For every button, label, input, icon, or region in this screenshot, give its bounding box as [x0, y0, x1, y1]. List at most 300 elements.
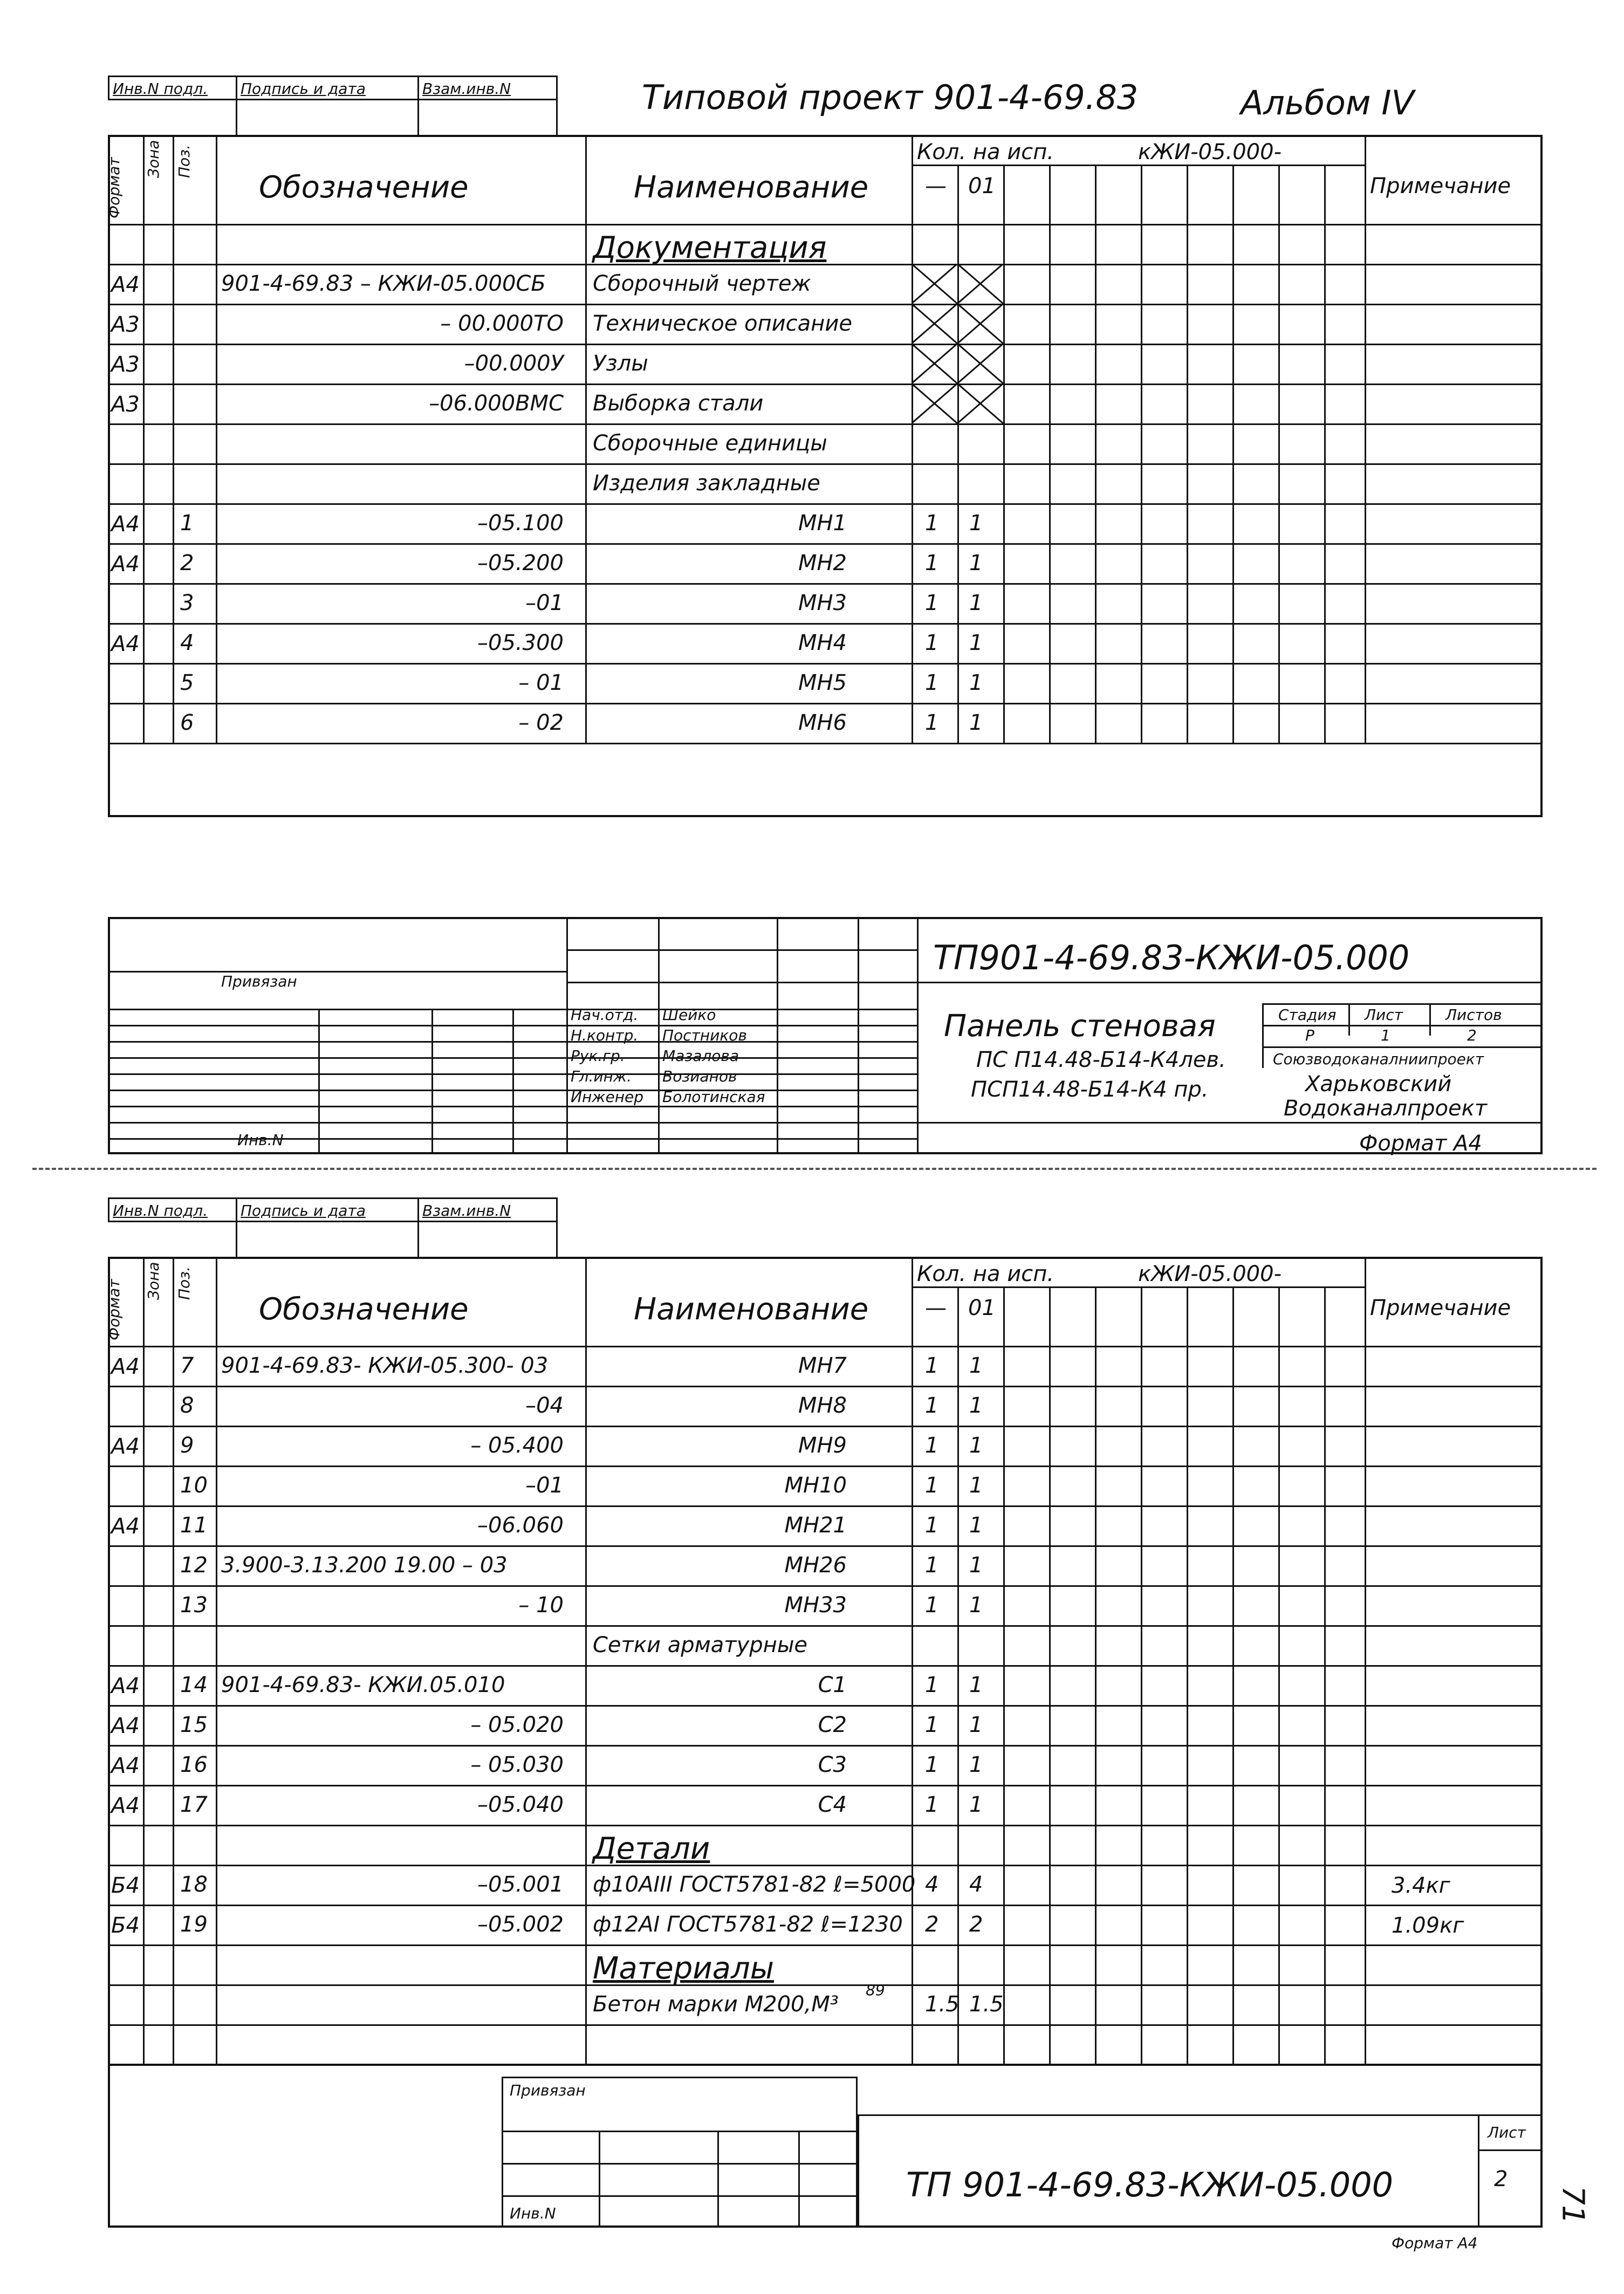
bottom-stamp-vzam-cell — [417, 1197, 558, 1222]
top-tb-role: Нач.отд. — [571, 1006, 639, 1024]
top-col-q4 — [1049, 165, 1051, 743]
top-doc-code: ТП901-4-69.83-КЖИ-05.000 — [933, 938, 1410, 977]
top-cell-designation: –01 — [525, 590, 564, 615]
bottom-header-bottom — [108, 1346, 1543, 1347]
bottom-privyazan: Привязан — [510, 2081, 586, 2099]
top-cross-mark — [912, 384, 1003, 423]
bottom-cell-q1: 1 — [925, 1752, 939, 1777]
bottom-cell-format: А4 — [111, 1713, 140, 1738]
bottom-col-q3 — [1003, 1286, 1005, 2064]
top-tb-role: Инженер — [571, 1088, 644, 1106]
top-cell-name: МН2 — [798, 550, 847, 576]
bottom-col-q5 — [1095, 1286, 1097, 2064]
bottom-cell-designation: –05.040 — [477, 1792, 564, 1817]
top-cell-name: МН3 — [798, 590, 847, 615]
top-stamp-inv-cell — [108, 76, 237, 100]
bottom-col-pos — [173, 1257, 174, 2064]
bottom-cell-pos: 11 — [180, 1512, 208, 1538]
bottom-cell-designation: –04 — [525, 1393, 564, 1418]
top-tb-line-r — [1262, 1025, 1543, 1026]
bottom-cell-designation: –05.002 — [477, 1912, 564, 1937]
bottom-cell-name: МН9 — [798, 1433, 847, 1458]
top-col-q8 — [1232, 165, 1234, 743]
bottom-row-line — [108, 1625, 1543, 1627]
bottom-cell-q1: 1 — [925, 1433, 939, 1458]
bottom-cell-pos: 13 — [180, 1592, 208, 1618]
top-tb-col — [566, 917, 568, 1154]
bottom-cell-designation: – 10 — [518, 1592, 564, 1618]
bottom-row-line — [108, 1745, 1543, 1747]
stage-label: Стадия — [1278, 1006, 1337, 1024]
bottom-col-zone — [143, 1257, 145, 2064]
bottom-col-q4 — [1049, 1286, 1051, 2064]
bottom-cell-name: МН21 — [784, 1512, 847, 1538]
top-tb-split — [917, 917, 919, 1154]
top-col-name — [585, 135, 587, 743]
bottom-stamp-vzam: Взам.инв.N — [422, 1202, 511, 1220]
top-header-bottom — [108, 224, 1543, 225]
bottom-cell-q1: 1 — [925, 1512, 939, 1538]
bottom-h-name: Наименование — [634, 1292, 869, 1327]
top-tb-col-r — [1348, 1003, 1350, 1036]
bottom-stamp-blank — [236, 1221, 419, 1258]
bottom-col-name — [585, 1257, 587, 2064]
bottom-cell-format: Б4 — [111, 1873, 140, 1898]
org-line-3: Водоканалпроект — [1284, 1096, 1488, 1121]
bottom-cell-pos: 9 — [180, 1433, 194, 1458]
top-tb-col — [777, 917, 778, 1154]
top-cell-pos: 3 — [180, 590, 194, 615]
top-cell-designation: –05.300 — [477, 630, 564, 655]
top-col-pos — [173, 135, 174, 743]
bottom-cell-sup: 89 — [866, 1981, 885, 1999]
top-stamp-vzam: Взам.инв.N — [422, 80, 511, 98]
album-label: Альбом IV — [1241, 83, 1414, 122]
top-cell-pos: 1 — [180, 510, 194, 536]
bottom-format: Формат А4 — [1392, 2234, 1478, 2252]
stage-value: Р — [1305, 1026, 1314, 1044]
top-cell-name: Изделия закладные — [593, 470, 820, 496]
top-col-des — [216, 135, 217, 743]
bottom-sheet-label: Лист — [1488, 2124, 1526, 2141]
bottom-sheet-value: 2 — [1494, 2167, 1508, 2192]
top-row-line — [108, 503, 1543, 505]
bottom-cell-pos: 18 — [180, 1872, 208, 1897]
top-tb-signer: Мазалова — [662, 1047, 739, 1065]
top-row-line — [108, 344, 1543, 345]
bottom-cell-designation: – 05.030 — [470, 1752, 564, 1777]
top-row-line — [108, 543, 1543, 545]
top-tb-signer: Постников — [662, 1026, 747, 1044]
top-cell-format: А4 — [111, 272, 140, 297]
project-title: Типовой проект 901-4-69.83 — [642, 78, 1139, 117]
bottom-row-line — [108, 2024, 1543, 2026]
bottom-cell-q2: 1 — [969, 1512, 983, 1538]
bottom-cell-pos: 14 — [180, 1672, 208, 1697]
bottom-row-line — [108, 1705, 1543, 1707]
bottom-stamp-sign: Подпись и дата — [241, 1202, 366, 1220]
top-tb-col — [512, 1009, 514, 1154]
bottom-cell-designation: 901-4-69.83- КЖИ-05.300- 03 — [221, 1353, 549, 1378]
bottom-cell-format: А4 — [111, 1673, 140, 1699]
top-tb-signer: Болотинская — [662, 1088, 765, 1106]
bottom-cell-name: МН8 — [798, 1393, 847, 1418]
top-col-q9 — [1278, 165, 1280, 743]
top-h-pos: Поз. — [175, 145, 193, 178]
bottom-cell-name: ф10АIII ГОСТ5781-82 ℓ=5000 — [593, 1872, 916, 1897]
bottom-cell-q2: 1 — [969, 1433, 983, 1458]
bottom-col-des — [216, 1257, 217, 2064]
bottom-row-line — [108, 1944, 1543, 1946]
bottom-cell-q2: 1 — [969, 1752, 983, 1777]
bottom-row-line — [108, 1585, 1543, 1587]
bottom-cell-name: МН33 — [784, 1592, 847, 1618]
top-h-qty: Кол. на исп. — [917, 140, 1054, 165]
bottom-h-qty-01: 01 — [968, 1296, 996, 1320]
bottom-h-qty-code: кЖИ-05.000- — [1138, 1262, 1282, 1286]
top-cell-q1: 1 — [925, 550, 939, 576]
bottom-cell-note: 3.4кг — [1392, 1873, 1450, 1898]
top-cell-q2: 1 — [969, 510, 983, 536]
margin-number: 71 — [1555, 2186, 1591, 2224]
product-name: Панель стеновая — [944, 1009, 1216, 1044]
top-stamp-blank — [236, 99, 419, 136]
bottom-cell-designation: 901-4-69.83- КЖИ.05.010 — [221, 1672, 505, 1697]
top-stamp-inv: Инв.N подл. — [113, 80, 208, 98]
bottom-col-q1 — [912, 1257, 913, 2064]
top-cell-name: МН4 — [798, 630, 847, 655]
top-cell-name: Сборочный чертеж — [593, 271, 811, 296]
top-stamp-blank-2 — [417, 99, 558, 136]
top-tb-line-r — [917, 1122, 1543, 1124]
top-cell-name: Документация — [593, 230, 827, 265]
bottom-cell-name: С2 — [818, 1712, 847, 1737]
top-stamp-sign: Подпись и дата — [241, 80, 366, 98]
bottom-h-qty: Кол. на исп. — [917, 1262, 1054, 1286]
bottom-cell-pos: 17 — [180, 1792, 208, 1817]
sheet-separator — [32, 1168, 1596, 1170]
bottom-cell-pos: 8 — [180, 1393, 194, 1418]
top-tb-line — [566, 949, 917, 951]
bottom-cell-pos: 15 — [180, 1712, 208, 1737]
top-cell-pos: 6 — [180, 710, 194, 735]
bottom-cell-q1: 1 — [925, 1672, 939, 1697]
top-cell-name: Техническое описание — [593, 311, 852, 336]
bottom-tb-h2 — [502, 2163, 858, 2165]
bottom-doc-code: ТП 901-4-69.83-КЖИ-05.000 — [906, 2165, 1394, 2204]
bottom-cell-note: 1.09кг — [1392, 1913, 1464, 1938]
top-cell-q2: 1 — [969, 550, 983, 576]
top-cross-mark — [912, 344, 1003, 384]
bottom-tb-h1 — [502, 2131, 858, 2132]
bottom-row-line — [108, 1825, 1543, 1826]
bottom-cell-q1: 4 — [925, 1872, 939, 1897]
top-h-designation: Обозначение — [259, 170, 469, 205]
bottom-row-line — [108, 1665, 1543, 1667]
bottom-cell-q2: 1 — [969, 1592, 983, 1618]
bottom-row-line — [108, 1984, 1543, 1986]
top-format: Формат А4 — [1359, 1131, 1482, 1156]
bottom-cell-q2: 1 — [969, 1473, 983, 1498]
sheets-value: 2 — [1467, 1026, 1477, 1044]
top-stamp-vzam-cell — [417, 76, 558, 100]
bottom-stamp-inv-cell — [108, 1197, 237, 1222]
top-cell-pos: 2 — [180, 550, 194, 576]
top-cell-pos: 5 — [180, 670, 194, 695]
bottom-inv: Инв.N — [510, 2204, 556, 2222]
bottom-cell-designation: 3.900-3.13.200 19.00 – 03 — [221, 1552, 508, 1578]
top-cross-mark — [912, 264, 1003, 304]
top-cell-format: А4 — [111, 511, 140, 537]
bottom-cell-name: С4 — [818, 1792, 847, 1817]
top-row-line — [108, 663, 1543, 665]
top-col-q5 — [1095, 165, 1097, 743]
bottom-qty-header-line — [912, 1286, 1365, 1288]
top-col-zone — [143, 135, 145, 743]
top-tb-role: Рук.гр. — [571, 1047, 625, 1065]
top-col-q10 — [1324, 165, 1326, 743]
top-col-q6 — [1141, 165, 1142, 743]
top-tb-line — [566, 982, 917, 983]
top-h-qty-01: 01 — [968, 174, 996, 198]
bottom-cell-q2: 1 — [969, 1672, 983, 1697]
bottom-cell-designation: – 05.400 — [470, 1433, 564, 1458]
top-tb-col — [858, 917, 859, 1154]
top-tb-col — [431, 1009, 433, 1154]
top-cell-q2: 1 — [969, 590, 983, 615]
bottom-cell-format: Б4 — [111, 1913, 140, 1938]
top-tb-h1 — [917, 982, 1543, 983]
bottom-col-q10 — [1324, 1286, 1326, 2064]
org-line-1: Союзводоканалниипроект — [1273, 1050, 1484, 1068]
top-row-line — [108, 623, 1543, 625]
bottom-cell-q2: 1 — [969, 1552, 983, 1578]
top-tb-col — [318, 1009, 320, 1154]
top-tb-line-r — [1262, 1046, 1543, 1048]
bottom-cell-q2: 2 — [969, 1912, 983, 1937]
bottom-cell-format: А4 — [111, 1753, 140, 1778]
top-cell-format: А3 — [111, 312, 140, 337]
top-cell-format: А3 — [111, 392, 140, 417]
top-cell-q2: 1 — [969, 710, 983, 735]
bottom-cell-name: МН26 — [784, 1552, 847, 1578]
top-cell-designation: –00.000У — [464, 351, 564, 376]
top-row-line — [108, 423, 1543, 425]
org-line-2: Харьковский — [1305, 1072, 1452, 1097]
top-cell-designation: – 00.000ТО — [440, 311, 564, 336]
bottom-tb-v3 — [798, 2131, 800, 2228]
top-tb-signer: Возианов — [662, 1067, 737, 1085]
bottom-row-line — [108, 1905, 1543, 1906]
top-row-line — [108, 463, 1543, 465]
bottom-cell-q1: 1 — [925, 1393, 939, 1418]
top-inv: Инв.N — [237, 1131, 284, 1149]
bottom-cell-format: А4 — [111, 1354, 140, 1379]
bottom-col-q9 — [1278, 1286, 1280, 2064]
top-cell-name: МН6 — [798, 710, 847, 735]
top-cell-name: Узлы — [593, 351, 648, 376]
sheet-value: 1 — [1381, 1026, 1390, 1044]
bottom-cell-name: С1 — [818, 1672, 847, 1697]
bottom-tb-h5 — [1478, 2149, 1543, 2151]
top-cell-format: А4 — [111, 551, 140, 577]
top-cell-designation: –05.200 — [477, 550, 564, 576]
bottom-row-line — [108, 1545, 1543, 1547]
top-row-line — [108, 583, 1543, 585]
bottom-cell-name: С3 — [818, 1752, 847, 1777]
bottom-cell-name: Бетон марки М200,М³ — [593, 1991, 839, 2017]
bottom-cell-format: А4 — [111, 1434, 140, 1459]
top-row-line — [108, 743, 1543, 744]
bottom-col-q6 — [1141, 1286, 1142, 2064]
bottom-col-q2 — [957, 1286, 959, 2064]
top-cell-format: А4 — [111, 631, 140, 656]
bottom-row-line — [108, 1466, 1543, 1467]
top-cell-name: МН5 — [798, 670, 847, 695]
top-cell-format: А3 — [111, 352, 140, 377]
top-row-line — [108, 703, 1543, 704]
bottom-cell-q2: 1 — [969, 1712, 983, 1737]
bottom-cell-name: МН10 — [784, 1473, 847, 1498]
bottom-h-zone: Зона — [145, 1262, 162, 1300]
bottom-cell-q2: 1 — [969, 1393, 983, 1418]
top-cell-q1: 1 — [925, 710, 939, 735]
top-cell-designation: 901-4-69.83 – КЖИ-05.000СБ — [221, 271, 546, 296]
top-h-qty-dash: — — [925, 174, 947, 198]
top-tb-role: Гл.инж. — [571, 1067, 632, 1085]
bottom-h-qty-dash: — — [925, 1296, 947, 1320]
bottom-row-line — [108, 1785, 1543, 1786]
top-stamp-sign-cell — [236, 76, 419, 100]
top-cross-mark — [912, 304, 1003, 344]
top-cell-q1: 1 — [925, 510, 939, 536]
bottom-cell-q2: 4 — [969, 1872, 983, 1897]
top-tb-line — [108, 971, 566, 973]
top-cell-q2: 1 — [969, 630, 983, 655]
bottom-cell-designation: – 05.020 — [470, 1712, 564, 1737]
top-tb-col-r — [1429, 1003, 1431, 1036]
bottom-col-note — [1365, 1257, 1366, 2064]
bottom-cell-q1: 2 — [925, 1912, 939, 1937]
top-row-line — [108, 304, 1543, 305]
bottom-col-q8 — [1232, 1286, 1234, 2064]
top-cell-name: Сборочные единицы — [593, 430, 827, 456]
bottom-cell-name: ф12АI ГОСТ5781-82 ℓ=1230 — [593, 1912, 903, 1937]
bottom-cell-q2: 1 — [969, 1792, 983, 1817]
bottom-tb-v1 — [599, 2131, 600, 2228]
top-h-note: Примечание — [1370, 174, 1511, 198]
bottom-cell-name: Материалы — [593, 1950, 774, 1986]
product-line-1: ПС П14.48-Б14-К4лев. — [976, 1047, 1226, 1072]
top-privyazan: Привязан — [221, 973, 297, 990]
bottom-cell-pos: 10 — [180, 1473, 208, 1498]
bottom-tb-v4 — [858, 2114, 859, 2228]
top-cell-name: МН1 — [798, 510, 847, 536]
bottom-col-q7 — [1187, 1286, 1188, 2064]
bottom-cell-format: А4 — [111, 1793, 140, 1818]
bottom-cell-name: Детали — [593, 1831, 710, 1866]
top-cell-designation: –05.100 — [477, 510, 564, 536]
bottom-row-line — [108, 1386, 1543, 1387]
bottom-h-pos: Поз. — [175, 1266, 193, 1300]
top-cell-q1: 1 — [925, 590, 939, 615]
top-cell-name: Выборка стали — [593, 391, 764, 416]
bottom-row-line — [108, 1505, 1543, 1507]
bottom-cell-designation: –05.001 — [477, 1872, 564, 1897]
top-col-q2 — [957, 165, 959, 743]
top-cell-designation: –06.000ВМС — [429, 391, 564, 416]
bottom-cell-q1: 1.5 — [925, 1991, 960, 2017]
bottom-cell-q1: 1 — [925, 1792, 939, 1817]
top-cell-q1: 1 — [925, 670, 939, 695]
top-h-name: Наименование — [634, 170, 869, 205]
bottom-row-line — [108, 2064, 1543, 2066]
bottom-cell-pos: 16 — [180, 1752, 208, 1777]
sheet-label: Лист — [1365, 1006, 1403, 1024]
bottom-cell-q2: 1.5 — [969, 1991, 1004, 2017]
bottom-row-line — [108, 1426, 1543, 1427]
top-cell-designation: – 02 — [518, 710, 564, 735]
bottom-cell-pos: 7 — [180, 1353, 194, 1378]
bottom-cell-q1: 1 — [925, 1473, 939, 1498]
top-col-note — [1365, 135, 1366, 743]
bottom-cell-designation: –01 — [525, 1473, 564, 1498]
bottom-h-designation: Обозначение — [259, 1292, 469, 1327]
bottom-cell-format: А4 — [111, 1514, 140, 1539]
top-qty-header-line — [912, 165, 1365, 166]
bottom-cell-pos: 19 — [180, 1912, 208, 1937]
top-tb-col — [658, 917, 660, 1154]
top-cell-q1: 1 — [925, 630, 939, 655]
bottom-cell-name: Сетки арматурные — [593, 1632, 808, 1658]
top-h-qty-code: кЖИ-05.000- — [1138, 140, 1282, 165]
sheets-label: Листов — [1445, 1006, 1502, 1024]
top-h-format: Формат — [105, 157, 123, 218]
bottom-h-format: Формат — [105, 1279, 123, 1340]
top-col-q1 — [912, 135, 913, 743]
bottom-stamp-sign-cell — [236, 1197, 419, 1222]
top-col-q7 — [1187, 165, 1188, 743]
top-h-zone: Зона — [145, 140, 162, 178]
top-col-q3 — [1003, 165, 1005, 743]
bottom-cell-designation: –06.060 — [477, 1512, 564, 1538]
top-cell-q2: 1 — [969, 670, 983, 695]
bottom-cell-q1: 1 — [925, 1552, 939, 1578]
bottom-row-line — [108, 1865, 1543, 1866]
bottom-cell-q1: 1 — [925, 1592, 939, 1618]
top-row-line — [108, 384, 1543, 385]
product-line-2: ПСП14.48-Б14-К4 пр. — [971, 1077, 1209, 1102]
bottom-cell-q1: 1 — [925, 1712, 939, 1737]
top-tb-signer: Шейко — [662, 1006, 716, 1024]
top-cell-designation: – 01 — [518, 670, 564, 695]
top-tb-line-r — [1262, 1003, 1543, 1005]
bottom-tb-h4 — [858, 2114, 1543, 2116]
bottom-cell-q2: 1 — [969, 1353, 983, 1378]
bottom-h-note: Примечание — [1370, 1296, 1511, 1320]
bottom-tb-h3 — [502, 2195, 858, 2197]
top-cell-pos: 4 — [180, 630, 194, 655]
top-tb-col-r — [1262, 1003, 1264, 1068]
bottom-tb-v2 — [717, 2131, 719, 2228]
bottom-stamp-inv: Инв.N подл. — [113, 1202, 208, 1220]
bottom-cell-pos: 12 — [180, 1552, 208, 1578]
bottom-stamp-blank-2 — [417, 1221, 558, 1258]
top-tb-role: Н.контр. — [571, 1026, 639, 1044]
bottom-tb-v5 — [1478, 2114, 1479, 2228]
bottom-cell-q1: 1 — [925, 1353, 939, 1378]
bottom-cell-name: МН7 — [798, 1353, 847, 1378]
